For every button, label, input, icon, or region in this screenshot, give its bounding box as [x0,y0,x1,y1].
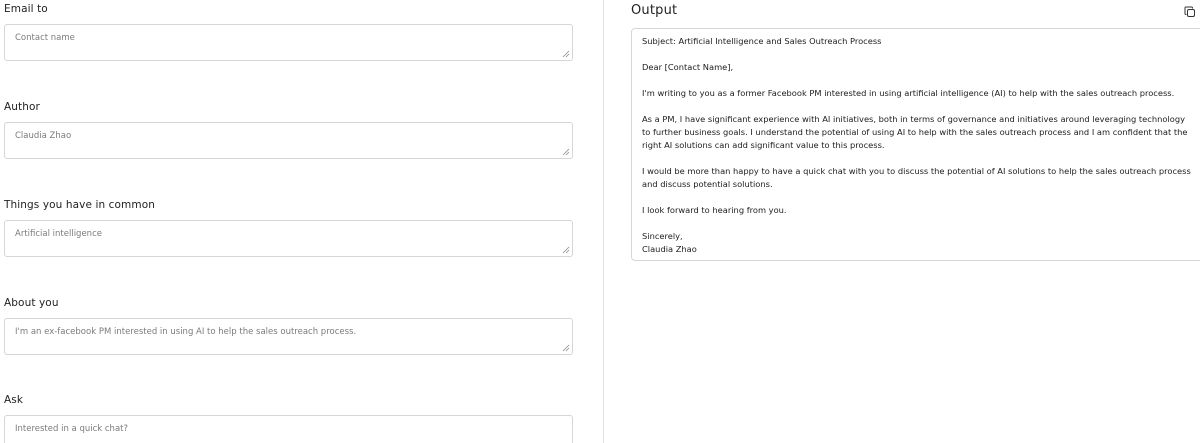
email-signoff: Sincerely, [642,231,683,241]
email-to-value: Contact name [15,33,75,43]
resize-handle-icon[interactable] [562,148,570,156]
author-field[interactable] [4,122,573,159]
email-paragraph-4: I look forward to hearing from you. [642,205,787,215]
resize-handle-icon[interactable] [562,50,570,58]
copy-icon[interactable] [1184,6,1196,18]
about-value: I'm an ex-facebook PM interested in using AI to help the sales outreach process. [15,327,357,337]
ask-value: Interested in a quick chat? [15,424,128,434]
output-title: Output [631,3,678,18]
common-field[interactable] [4,220,573,257]
email-to-label: Email to [4,3,48,15]
resize-handle-icon[interactable] [562,246,570,254]
about-field[interactable] [4,318,573,355]
about-label: About you [4,297,59,309]
email-subject: Subject: Artificial Intelligence and Sales Outreach Process [642,36,882,46]
email-greeting: Dear [Contact Name], [642,62,734,72]
email-to-field[interactable] [4,24,573,61]
ask-label: Ask [4,394,24,406]
output-panel [604,0,1200,443]
common-label: Things you have in common [4,199,155,211]
email-paragraph-1: I'm writing to you as a former Facebook PM interested in using artificial intelligence (AI) to help with the sales outreach process. [642,88,1175,98]
common-value: Artificial intelligence [15,229,102,239]
email-signature: Claudia Zhao [642,244,697,254]
ask-field[interactable] [4,415,573,443]
resize-handle-icon[interactable] [562,344,570,352]
email-paragraph-2: As a PM, I have significant experience with AI initiatives, both in terms of governance and initiatives around leveraging technology to further business goals. I understand the potential of using AI to help with the sales outreach process and I am confident that the right AI solutions can add significant value to this process. [642,114,1188,150]
email-paragraph-3: I would be more than happy to have a quick chat with you to discuss the potential of AI solutions to help the sales outreach process and discuss potential solutions. [642,166,1191,189]
author-label: Author [4,101,40,113]
output-text-box[interactable] [631,28,1200,261]
author-value: Claudia Zhao [15,131,72,141]
